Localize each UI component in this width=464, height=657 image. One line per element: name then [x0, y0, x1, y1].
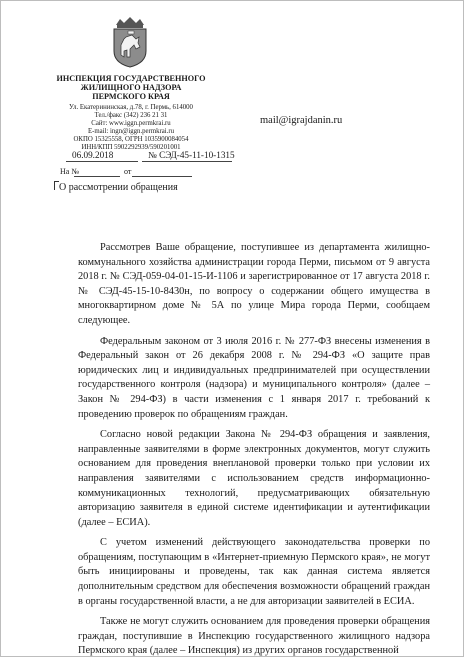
body-paragraph: Рассмотрев Ваше обращение, поступившее из департамента жилищно-коммунального хозяйства администрации города Перми, письмом от 9 августа 2018 г. № СЭД-059-04-01-15-И-1106 и зарегистрированное от 17 августа 2018 г. № СЭД-45-15-10-8430н, по вопросу о содержании общего имущества в многоквартирном доме № 5А по улице Мира города Перми, сообщаем следующее. [78, 242, 430, 326]
reference-line [60, 167, 132, 176]
org-name-line: ПЕРМСКОГО КРАЯ [92, 92, 170, 102]
organization-name [51, 74, 211, 102]
website: Сайт: www.iggn.permkrai.ru [91, 119, 171, 127]
recipient-email: mail@igrajdanin.ru [260, 115, 343, 126]
inn-kpp: ИНН/КПП 5902292939/590201001 [81, 143, 181, 151]
org-email: E-mail: ingn@iggn.permkrai.ru [87, 127, 175, 135]
subject-text: О рассмотрении обращения [59, 182, 178, 193]
org-name-line: ИНСПЕКЦИЯ ГОСУДАРСТВЕННОГО [56, 74, 206, 83]
registration-number: СЭД-45-11-10-1315 [159, 150, 235, 160]
organization-contacts [51, 104, 211, 151]
number-underline [142, 161, 232, 162]
body-paragraph: Федеральным законом от 3 июля 2016 г. № 277-ФЗ внесены изменения в Федеральный закон от 26 декабря 2008 г. № 294-ФЗ «О защите прав юридических лиц и индивидуальных предпринимателей при осуществлении государственного контроля (надзора) и муниципального контроля» (далее – Закон № 294-ФЗ) в части изменения с 1 января 2017 г. требований к проведению проверок по обращениям граждан. [78, 335, 430, 420]
address: Ул. Екатерининская, д.78, г. Пермь, 614000 [69, 104, 193, 111]
perm-krai-coat-of-arms-icon [108, 15, 152, 69]
okpo-ogrn: ОКПО 15325558, ОГРН 1035900084054 [73, 135, 189, 143]
phone: Тел./факс (342) 236 21 31 [94, 111, 168, 119]
letter-body [78, 241, 430, 657]
reference-date-underline [132, 176, 192, 177]
reference-underline [74, 176, 120, 177]
body-paragraph: С учетом изменений действующего законодательства проверки по обращениям, поступающим в «Интернет-приемную Пермского края», не могут быть инициированы и проведены, так как данная система является дополнительным средством для обеспечения возможности обращений граждан в органы государственной власти, а не для авторизации заявителей в ЕСИА. [78, 537, 430, 607]
body-paragraph: Также не могут служить основанием для проведения проверки обращения граждан, поступившие в Инспекцию государственного жилищного надзора Пермского края (далее – Инспекция) из других органов государственной [78, 616, 430, 657]
registration-number-wrapper [148, 150, 235, 160]
number-sign: № [148, 150, 157, 160]
body-paragraph: Согласно новой редакции Закона № 294-ФЗ обращения и заявления, направленные заявителями в форме электронных документов, могут служить основанием для проведения внеплановой проверки только при условии их направления заявителями с использованием средств информационно-коммуникационных технологий, предусматривающих обязательную авторизацию заявителя в единой системе идентификации и аутентификации (далее – ЕСИА). [78, 429, 430, 528]
date-underline [66, 161, 138, 162]
reference-from-label: от [124, 167, 132, 176]
org-name-line: ЖИЛИЩНОГО НАДЗОРА [80, 83, 182, 93]
reference-label: На № [60, 167, 79, 176]
registration-date: 06.09.2018 [72, 150, 114, 160]
